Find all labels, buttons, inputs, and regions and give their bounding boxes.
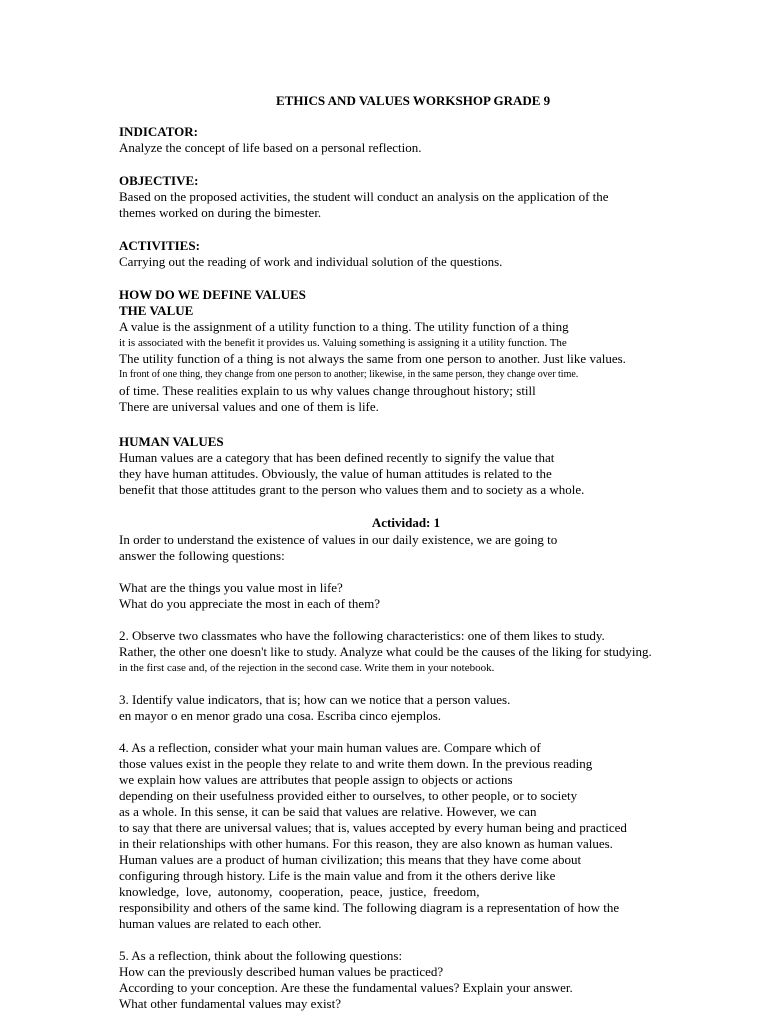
human-values-section (119, 434, 689, 498)
question-5-line: 5. As a reflection, think about the following questions: (119, 948, 403, 963)
question-4-line: to say that there are universal values; that is, values accepted by every human being and practiced (119, 820, 627, 835)
question-1-line: What are the things you value most in life? (119, 580, 343, 595)
actividad-section (119, 532, 689, 1012)
define-values-line: In front of one thing, they change from one person to another; likewise, in the same person, they change over time. (119, 369, 579, 380)
question-4-line: Human values are a product of human civilization; this means that they have come about (119, 852, 582, 867)
indicator-heading: INDICATOR: (119, 124, 198, 139)
question-5-line: How can the previously described human values be practiced? (119, 964, 444, 979)
question-3-line: 3. Identify value indicators, that is; how can we notice that a person values. (119, 692, 511, 707)
human-values-heading: HUMAN VALUES (119, 434, 224, 449)
objective-heading: OBJECTIVE: (119, 173, 199, 188)
question-4-line: in their relationships with other humans. For this reason, they are also known as human values. (119, 836, 613, 851)
question-5-line: What other fundamental values may exist? (119, 996, 342, 1011)
actividad-intro-line: answer the following questions: (119, 548, 285, 563)
define-values-line: A value is the assignment of a utility function to a thing. The utility function of a thing (119, 319, 569, 334)
activities-heading: ACTIVITIES: (119, 238, 200, 253)
question-4-line: 4. As a reflection, consider what your main human values are. Compare which of (119, 740, 541, 755)
human-values-line: benefit that those attitudes grant to the person who values them and to society as a whole. (119, 482, 585, 497)
define-values-line: of time. These realities explain to us why values change throughout history; still (119, 383, 536, 398)
question-4-line: as a whole. In this sense, it can be said that values are relative. However, we can (119, 804, 537, 819)
question-2-line: Rather, the other one doesn't like to study. Analyze what could be the causes of the liking for studying. (119, 644, 652, 659)
question-4-line: those values exist in the people they relate to and write them down. In the previous reading (119, 756, 593, 771)
the-value-heading: THE VALUE (119, 303, 194, 318)
activities-section (119, 238, 689, 270)
question-4-line: responsibility and others of the same kind. The following diagram is a representation of how the (119, 900, 620, 915)
question-2-line: in the first case and, of the rejection in the second case. Write them in your notebook. (119, 662, 495, 674)
question-4-line: depending on their usefulness provided either to ourselves, to other people, or to society (119, 788, 578, 803)
objective-section (119, 173, 689, 221)
define-values-section (119, 287, 689, 415)
actividad-heading-row (0, 515, 768, 531)
indicator-text: Analyze the concept of life based on a personal reflection. (119, 140, 422, 155)
question-2-line: 2. Observe two classmates who have the following characteristics: one of them likes to study. (119, 628, 605, 643)
objective-line: Based on the proposed activities, the student will conduct an analysis on the application of the (119, 189, 609, 204)
define-values-line: it is associated with the benefit it provides us. Valuing something is assigning it a utility function. The (119, 337, 567, 349)
question-4-line: human values are related to each other. (119, 916, 322, 931)
question-4-line: knowledge, love, autonomy, cooperation, peace, justice, freedom, (119, 884, 480, 899)
human-values-line: they have human attitudes. Obviously, the value of human attitudes is related to the (119, 466, 552, 481)
human-values-line: Human values are a category that has been defined recently to signify the value that (119, 450, 555, 465)
question-3-line: en mayor o en menor grado una cosa. Escriba cinco ejemplos. (119, 708, 441, 723)
define-values-heading: HOW DO WE DEFINE VALUES (119, 287, 306, 302)
actividad-heading: Actividad: 1 (371, 515, 441, 530)
actividad-intro-line: In order to understand the existence of values in our daily existence, we are going to (119, 532, 558, 547)
question-4-line: we explain how values are attributes that people assign to objects or actions (119, 772, 513, 787)
question-4-line: configuring through history. Life is the main value and from it the others derive like (119, 868, 556, 883)
objective-line: themes worked on during the bimester. (119, 205, 322, 220)
question-5-line: According to your conception. Are these the fundamental values? Explain your answer. (119, 980, 573, 995)
define-values-line: There are universal values and one of them is life. (119, 399, 379, 414)
document-title: ETHICS AND VALUES WORKSHOP GRADE 9 (276, 93, 551, 108)
define-values-line: The utility function of a thing is not always the same from one person to another. Just like values. (119, 351, 626, 366)
indicator-section (119, 124, 689, 156)
question-1-line: What do you appreciate the most in each of them? (119, 596, 380, 611)
activities-text: Carrying out the reading of work and individual solution of the questions. (119, 254, 503, 269)
